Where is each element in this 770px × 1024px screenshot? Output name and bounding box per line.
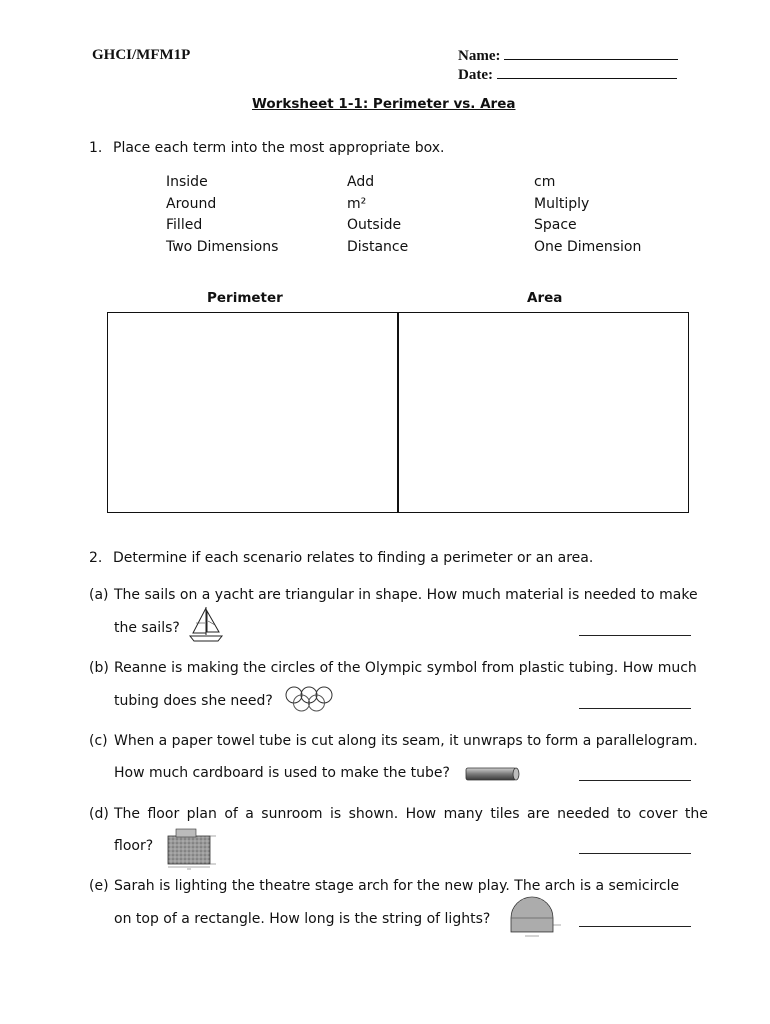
floor-plan-icon xyxy=(164,826,220,872)
term: cm xyxy=(534,174,556,190)
q1-prompt: Place each term into the most appropriate box. xyxy=(113,140,445,156)
q1-number: 1. xyxy=(89,140,103,156)
q2-prompt: Determine if each scenario relates to finding a perimeter or an area. xyxy=(113,550,594,566)
perimeter-header: Perimeter xyxy=(207,290,283,306)
part-text: Reanne is making the circles of the Olympic symbol from plastic tubing. How much xyxy=(114,660,697,676)
part-letter: (c) xyxy=(89,733,108,749)
part-text: on top of a rectangle. How long is the string of lights? xyxy=(114,911,491,927)
answer-blank-e[interactable] xyxy=(579,926,691,927)
part-text: The sails on a yacht are triangular in shape. How much material is needed to make xyxy=(114,587,698,603)
answer-blank-c[interactable] xyxy=(579,780,691,781)
term: m² xyxy=(347,196,367,212)
name-field[interactable] xyxy=(458,47,678,65)
part-letter: (e) xyxy=(89,878,109,894)
paper-towel-tube-icon xyxy=(463,766,521,782)
olympic-rings-icon xyxy=(282,685,336,715)
name-blank[interactable] xyxy=(504,47,678,60)
date-field[interactable] xyxy=(458,66,677,84)
part-letter: (a) xyxy=(89,587,109,603)
perimeter-box[interactable] xyxy=(108,313,397,512)
part-letter: (d) xyxy=(89,806,109,822)
term: Two Dimensions xyxy=(166,239,279,255)
part-text: How much cardboard is used to make the tube? xyxy=(114,765,450,781)
answer-blank-d[interactable] xyxy=(579,853,691,854)
worksheet-title: Worksheet 1-1: Perimeter vs. Area xyxy=(252,96,516,112)
term: Filled xyxy=(166,217,203,233)
term: Add xyxy=(347,174,375,190)
part-text: the sails? xyxy=(114,620,180,636)
area-box[interactable] xyxy=(399,313,688,512)
answer-blank-b[interactable] xyxy=(579,708,691,709)
course-code: GHCI/MFM1P xyxy=(92,47,191,63)
answer-blank-a[interactable] xyxy=(579,635,691,636)
stage-arch-icon xyxy=(507,896,567,942)
sailboat-icon xyxy=(188,605,224,643)
term: Multiply xyxy=(534,196,590,212)
part-text: The floor plan of a sunroom is shown. How many tiles are needed to cover the xyxy=(114,806,708,822)
area-header: Area xyxy=(527,290,563,306)
part-text: When a paper towel tube is cut along its seam, it unwraps to form a parallelogram. xyxy=(114,733,698,749)
q2-number: 2. xyxy=(89,550,103,566)
part-text: floor? xyxy=(114,838,154,854)
part-text: tubing does she need? xyxy=(114,693,273,709)
part-text: Sarah is lighting the theatre stage arch for the new play. The arch is a semicircle xyxy=(114,878,680,894)
name-label: Name: xyxy=(458,48,501,64)
term: Inside xyxy=(166,174,208,190)
term: Outside xyxy=(347,217,402,233)
term: Distance xyxy=(347,239,409,255)
term: Around xyxy=(166,196,217,212)
date-label: Date: xyxy=(458,67,493,83)
date-blank[interactable] xyxy=(497,66,677,79)
sorting-table xyxy=(107,312,689,513)
term: One Dimension xyxy=(534,239,642,255)
term: Space xyxy=(534,217,577,233)
part-letter: (b) xyxy=(89,660,109,676)
